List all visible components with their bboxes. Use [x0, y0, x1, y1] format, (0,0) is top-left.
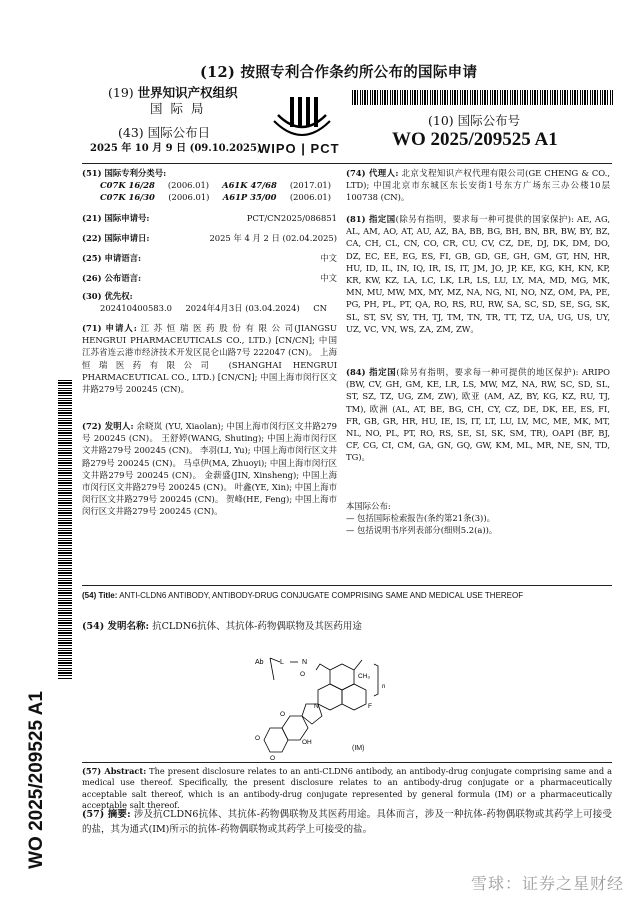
- formula-oxygen: O: [300, 671, 306, 678]
- formula-oxygen: O: [280, 711, 286, 718]
- section-25: [82, 252, 337, 264]
- priority-country: CN: [313, 303, 327, 314]
- filing-language-value: 中文: [320, 253, 337, 263]
- divider-abstract: [82, 762, 612, 763]
- header-divider: [82, 163, 612, 164]
- org-name-text: 世界知识产权组织: [137, 85, 238, 100]
- ipc-row: [82, 179, 337, 191]
- section-81: [346, 213, 610, 335]
- formula-oxygen: O: [255, 735, 261, 742]
- formula-n-amine: N: [302, 659, 308, 666]
- section-74: [346, 167, 610, 204]
- inventor-text: 余晓岚 (YU, Xiaolan); 中国上海市闵行区文井路279号 200245 (CN)。 王舒婷(WANG, Shuting); 中国上海市闵行区文井路279号 200245 (CN)。 李羽(LI, Yu); 中国上海市闵行区文井路279号 200245 (CN)。 马卓伊(MA, Zhuoyi); 中国上海市闵行区文井路279号 200245 (CN)。 金薪盛(JIN, Xinsheng); 中国上海市闵行区文井路279号 200245 (CN)。 叶鑫(YE, Xin); 中国上海市闵行区文井路279号 200245 (CN)。 贺峰(HE, Feng); 中国上海市闵行区文井路279号 200245 (CN)。: [82, 421, 337, 517]
- formula-label: (IM): [352, 745, 365, 752]
- priority-row: [82, 302, 337, 314]
- org-sub: 国 际 局: [150, 101, 206, 116]
- pubdate-label: (43) 国际公布日: [118, 125, 211, 140]
- watermark: 雪球：证券之星财经: [470, 873, 624, 893]
- section-72: [82, 420, 337, 518]
- agent-label: (74) 代理人:: [346, 168, 399, 178]
- publication-label: 本国际公布:: [346, 501, 391, 511]
- appdate-label: (22) 国际申请日:: [82, 233, 150, 243]
- title-en: [82, 590, 612, 602]
- formula-ch3: CH₃: [358, 673, 371, 680]
- inventor-label: (72) 发明人:: [82, 421, 134, 431]
- abstract-cn: [82, 808, 612, 837]
- ipc-label: (51) 国际专利分类号:: [82, 168, 167, 178]
- ipc-date: (2017.01): [289, 180, 331, 191]
- wipo-logo-text: WIPO | PCT: [258, 141, 340, 156]
- section-71: [82, 322, 337, 395]
- section-22: [82, 232, 337, 244]
- abstract-cn-label: (57) 摘要:: [82, 809, 131, 820]
- publication-item: — 包括国际检索报告(条约第21条(3))。: [346, 513, 495, 524]
- divider-title: [82, 585, 612, 586]
- ipc-date: (2006.01): [168, 192, 210, 203]
- priority-date: 2024年4月3日 (03.04.2024): [185, 303, 300, 314]
- ipc-code: A61P 35/00: [222, 192, 277, 203]
- section-51: [82, 167, 337, 204]
- designated-states-text: (除另有指明，要求每一种可提供的国家保护): AE, AG, AL, AM, AO, AT, AU, AZ, BA, BB, BG, BH, BN, BR, BW, BY, BZ, CA, CH, CL, CN, CO, CR, CU, CV, CZ, DE, DJ, DK, DM, DO, DZ, EC, EE, EG, ES, FI, GB, GD, GE, GH, GM, GT, HN, HR, HU, ID, IL, IN, IQ, IR, IS, IT, JM, JO, JP, KE, KG, KH, KN, KP, KR, KW, KZ, LA, LC, LK, LR, LS, LU, LY, MA, MD, MG, MK, MN, MU, MW, MX, MY, MZ, NA, NG, NI, NO, NZ, OM, PA, PE, PG, PH, PL, PT, QA, RO, RS, RU, RW, SA, SC, SD, SE, SG, SK, SL, ST, SV, SY, TH, TJ, TM, TN, TR, TT, TZ, UA, UG, US, UY, UZ, VC, VN, WS, ZA, ZM, ZW。: [346, 214, 611, 334]
- formula-oh: OH: [302, 739, 312, 746]
- appno-label: (21) 国际申请号:: [82, 213, 150, 223]
- abstract-cn-text: 涉及抗CLDN6抗体、其抗体-药物偶联物及其医药用途。具体而言，涉及一种抗体-药物偶联物或其药学上可接受的盐，其为通式(IM)所示的抗体-药物偶联物或其药学上可接受的盐。: [82, 809, 612, 835]
- side-pubno: [22, 691, 52, 869]
- org-number: (19): [108, 85, 134, 100]
- barcode: [352, 90, 614, 105]
- title-en-label: (54) Title:: [82, 591, 118, 600]
- designated-states-label: (81) 指定国: [346, 214, 396, 224]
- title-en-text: ANTI-CLDN6 ANTIBODY, ANTIBODY-DRUG CONJUGATE COMPRISING SAME AND MEDICAL USE THEREOF: [119, 591, 524, 600]
- pubno-value: WO 2025/209525 A1: [392, 129, 558, 150]
- document-title: (12) 按照专利合作条约所公布的国际申请: [200, 64, 478, 81]
- side-barcode: [58, 380, 72, 680]
- formula-n-ring: N: [314, 703, 319, 710]
- ipc-code: A61K 47/68: [222, 180, 277, 191]
- chemical-structure: [250, 650, 400, 760]
- applicant-text: 江 苏 恒 瑞 医 药 股 份 有 限 公 司(JIANGSU HENGRUI PHARMACEUTICALS CO., LTD.) [CN/CN]; 中国江苏省连云港市经济技术开发区昆仑山路7号 222047 (CN)。 上海恒瑞医药有限公司 (SHANGHAI HENGRUI PHARMACEUTICAL CO., LTD.) [CN/CN]; 中国上海市闵行区文井路279号 200245 (CN)。: [82, 323, 337, 394]
- abstract-en-text: The present disclosure relates to an anti-CLDN6 antibody, an antibody-drug conjugate comprising same and a medical use thereof. Specifically, the present disclosure relates to an antibody-drug conjugate or a pharmaceutically acceptable salt thereof, which is an antibody-drug conjugate represented by general formula (IM) or a pharmaceutically acceptable salt thereof.: [82, 766, 612, 811]
- regional-states-label: (84) 指定国: [346, 367, 397, 377]
- section-21: [82, 212, 337, 224]
- title-cn-text: 抗CLDN6抗体、其抗体-药物偶联物及其医药用途: [152, 621, 362, 632]
- ipc-row: [82, 191, 337, 203]
- appdate-value: 2025 年 4 月 2 日 (02.04.2025): [209, 233, 337, 243]
- regional-states-text: (除另有指明，要求每一种可提供的地区保护): ARIPO (BW, CV, GH, GM, KE, LR, LS, MW, MZ, NA, RW, SC, SD, SL, ST, SZ, TZ, UG, ZM, ZW), 欧亚 (AM, AZ, BY, KG, KZ, RU, TJ, TM), 欧洲 (AL, AT, BE, BG, CH, CY, CZ, DE, DK, EE, ES, FI, FR, GB, GR, HR, HU, IE, IS, IT, LT, LU, LV, MC, ME, MK, MT, NL, NO, PL, PT, RO, RS, SE, SI, SK, SM, TR), OAPI (BF, BJ, CF, CG, CI, CM, GA, GN, GQ, GW, KM, ML, MR, NE, SN, TD, TG)。: [346, 367, 610, 463]
- ipc-date: (2006.01): [167, 180, 210, 191]
- title-cn: [82, 620, 612, 634]
- pubdate-value: 2025 年 10 月 9 日 (09.10.2025): [90, 143, 262, 154]
- pubno-label: (10) 国际公布号: [428, 113, 521, 128]
- filing-language-label: (25) 申请语言:: [82, 253, 142, 263]
- ipc-code: C07K 16/30: [100, 192, 155, 203]
- publication-item: — 包括说明书序列表部分(细则5.2(a))。: [346, 525, 498, 536]
- section-30: [82, 290, 337, 314]
- formula-ab: Ab: [255, 659, 264, 666]
- formula-oxygen: O: [270, 755, 276, 760]
- formula-linker: L: [280, 659, 284, 666]
- side-pubno-text: WO 2025/209525 A1: [26, 691, 48, 869]
- ipc-date: (2006.01): [289, 192, 331, 203]
- section-26: [82, 272, 337, 284]
- priority-number: 202410400583.0: [100, 303, 172, 314]
- abstract-en: [82, 766, 612, 812]
- formula-fluorine: F: [368, 703, 372, 710]
- publication-notes: [346, 500, 610, 537]
- agent-text: 北京戈程知识产权代理有限公司(GE CHENG & CO., LTD); 中国北京市东城区东长安街1号东方广场东三办公楼10层 100738 (CN)。: [346, 168, 610, 203]
- title-cn-label: (54) 发明名称:: [82, 621, 150, 632]
- pub-language-value: 中文: [320, 273, 337, 283]
- pub-language-label: (26) 公布语言:: [82, 273, 142, 283]
- appno-value: PCT/CN2025/086851: [246, 213, 337, 223]
- formula-n-subscript: n: [382, 684, 386, 690]
- abstract-en-label: (57) Abstract:: [82, 766, 147, 776]
- priority-label: (30) 优先权:: [82, 291, 133, 301]
- section-84: [346, 366, 610, 464]
- ipc-code: C07K 16/28: [100, 180, 155, 191]
- applicant-label: (71) 申请人:: [82, 323, 137, 333]
